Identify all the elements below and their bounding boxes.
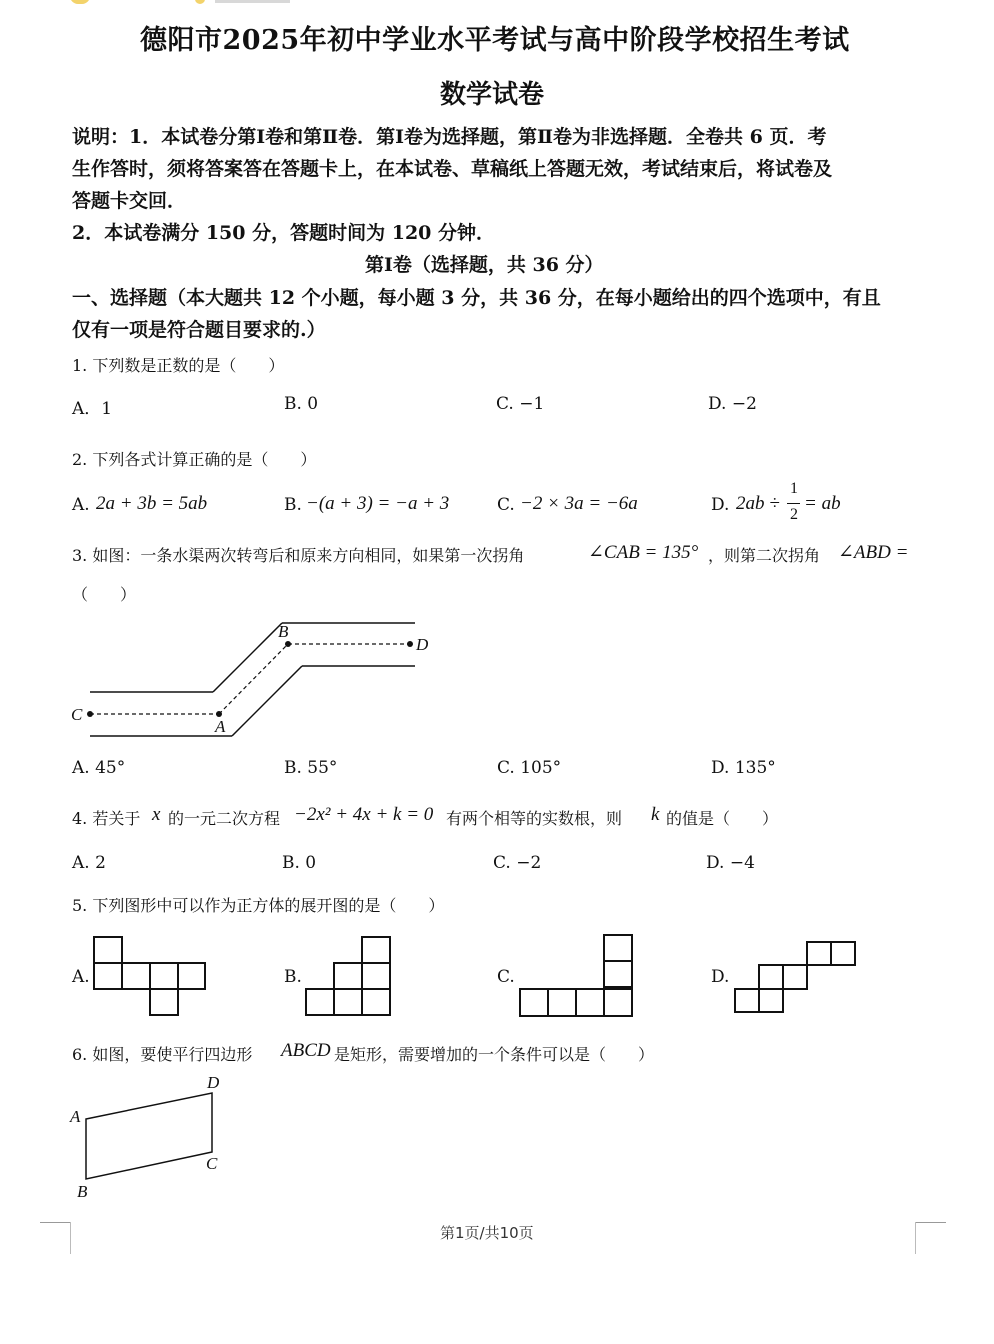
question-6-abcd: ABCD [281, 1040, 331, 1061]
question-3-option-b: B. 55° [284, 758, 338, 778]
question-2-option-d-label: D. [711, 495, 730, 515]
question-6-stem-end: 是矩形，需要增加的一个条件可以是（ ） [334, 1045, 655, 1064]
question-2-option-b-label: B. [284, 495, 302, 515]
question-1-option-c: C. −1 [496, 394, 545, 414]
instruction-line: 2．本试卷满分 150 分，答题时间为 120 分钟． [72, 222, 496, 244]
figure-label-a: A [215, 717, 226, 736]
page-subtitle: 数学试卷 [440, 80, 545, 110]
question-6-stem: 6. 如图，要使平行四边形 [72, 1045, 253, 1064]
question-4-option-a: A. 2 [72, 853, 106, 873]
section-intro: 仅有一项是符合题目要求的.） [72, 319, 326, 341]
figure-label-d: D [207, 1073, 220, 1092]
question-5-option-b: B. [284, 967, 302, 987]
question-2-option-a-label: A. [72, 495, 90, 515]
question-3-canal-figure [60, 610, 440, 745]
question-5-option-a: A. [72, 967, 90, 987]
question-4-option-c: C. −2 [493, 853, 542, 873]
figure-label-b: B [77, 1182, 88, 1201]
question-2-option-d-pre: 2ab ÷ [736, 493, 780, 514]
question-2-option-a: 2a + 3b = 5ab [96, 493, 208, 514]
instruction-line: 生作答时，须将答案答在答题卡上，在本试卷、草稿纸上答题无效，考试结束后，将试卷及 [72, 158, 833, 180]
question-4-option-d: D. −4 [706, 853, 755, 873]
question-3-option-c: C. 105° [497, 758, 562, 778]
question-2-option-d-post: = ab [804, 493, 841, 514]
header-decoration [70, 0, 90, 4]
question-2-fraction-bar [787, 503, 800, 504]
header-decoration [195, 0, 205, 4]
question-1-option-a: A．1 [72, 399, 113, 419]
question-3-option-a: A. 45° [72, 758, 126, 778]
section-title: 第Ⅰ卷（选择题，共 36 分） [365, 254, 604, 276]
question-4-stem: 4. 若关于 [72, 809, 141, 828]
figure-label-c: C [206, 1154, 218, 1173]
question-2-option-c: −2 × 3a = −6a [520, 493, 638, 514]
question-2-option-c-label: C. [497, 495, 515, 515]
question-2-option-b: −(a + 3) = −a + 3 [306, 493, 450, 514]
question-4-var-k: k [651, 804, 660, 825]
question-1-stem: 1. 下列数是正数的是（ ） [72, 356, 285, 375]
question-3-stem-line2: （ ） [72, 585, 137, 604]
question-5-net-a [92, 935, 207, 1019]
page-corner-mark [915, 1222, 946, 1253]
question-3-stem: 3. 如图：一条水渠两次转弯后和原来方向相同，如果第一次拐角 [72, 546, 525, 565]
instruction-line: 答题卡交回． [72, 190, 187, 212]
question-1-option-d: D. −2 [708, 394, 757, 414]
question-5-net-d [733, 940, 859, 1014]
instruction-line: 说明：1．本试卷分第Ⅰ卷和第Ⅱ卷．第Ⅰ卷为选择题，第Ⅱ卷为非选择题．全卷共 6 页．考 [72, 126, 827, 148]
header-decoration [215, 0, 290, 3]
question-3-stem-mid: ，则第二次拐角 [708, 546, 821, 565]
page-corner-line [70, 1222, 71, 1254]
page-number: 第1页/共10页 [440, 1224, 534, 1242]
question-4-var-x: x [152, 804, 161, 825]
question-2-fraction-denominator: 2 [790, 506, 798, 523]
question-3-option-d: D. 135° [711, 758, 776, 778]
question-2-fraction-numerator: 1 [790, 480, 798, 497]
question-5-option-c: C. [497, 967, 515, 987]
section-intro: 一、选择题（本大题共 12 个小题，每小题 3 分，共 36 分，在每小题给出的四个选项中，有且 [72, 287, 881, 309]
page-title: 德阳市2025年初中学业水平考试与高中阶段学校招生考试 [140, 25, 850, 56]
figure-label-d: D [416, 635, 429, 654]
question-5-option-d: D. [711, 967, 730, 987]
question-1-option-b: B. 0 [284, 394, 319, 414]
question-3-angle-abd: ∠ABD = [838, 542, 909, 563]
question-5-stem: 5. 下列图形中可以作为正方体的展开图的是（ ） [72, 896, 445, 915]
question-4-option-b: B. 0 [282, 853, 317, 873]
question-5-net-c [518, 933, 636, 1019]
question-2-stem: 2. 下列各式计算正确的是（ ） [72, 450, 317, 469]
page-corner-line [915, 1222, 916, 1254]
figure-label-c: C [71, 705, 83, 724]
question-4-stem-mid: 的一元二次方程 [168, 809, 281, 828]
question-4-stem-mid2: 有两个相等的实数根，则 [446, 809, 623, 828]
figure-label-b: B [278, 622, 289, 641]
question-4-equation: −2x² + 4x + k = 0 [294, 804, 434, 825]
page-corner-mark [40, 1222, 71, 1253]
question-4-stem-end: 的值是（ ） [666, 809, 779, 828]
question-3-angle-cab: ∠CAB = 135° [588, 542, 699, 563]
question-5-net-b [304, 935, 394, 1019]
question-6-parallelogram-figure [60, 1068, 240, 1203]
figure-label-a: A [70, 1107, 81, 1126]
